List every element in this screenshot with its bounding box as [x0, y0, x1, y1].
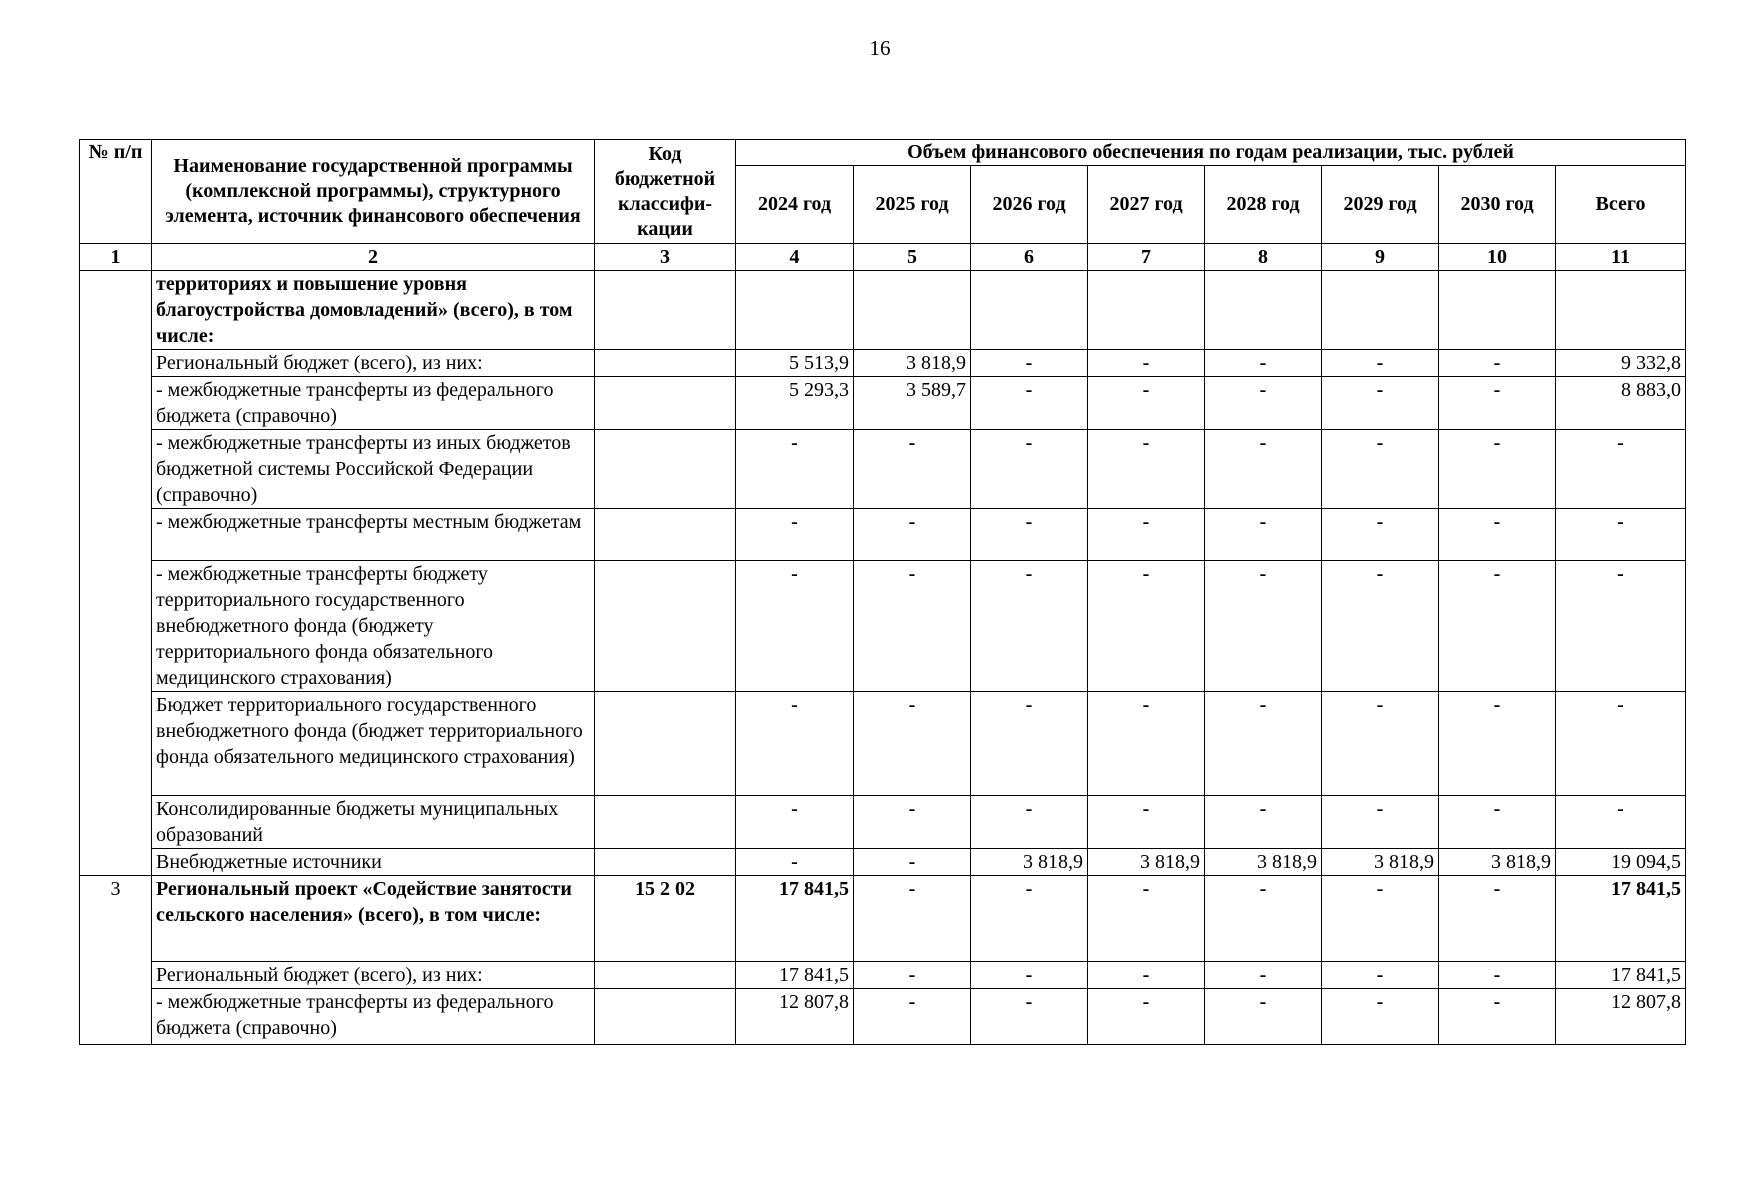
row-year-value: - [1088, 989, 1205, 1045]
table-row [80, 561, 1686, 692]
row-year-value [1088, 271, 1205, 350]
row-budget-code [595, 989, 736, 1045]
row-budget-code: 15 2 02 [595, 876, 736, 962]
column-number: 6 [971, 244, 1088, 271]
row-year-value: - [1088, 509, 1205, 561]
row-total-value: 19 094,5 [1556, 849, 1686, 876]
row-year-value: - [1205, 561, 1322, 692]
row-name: Региональный бюджет (всего), из них: [152, 350, 595, 377]
row-year-value: - [1088, 876, 1205, 962]
row-year-value: - [1088, 377, 1205, 430]
row-year-value: - [1439, 989, 1556, 1045]
row-year-value: - [1322, 350, 1439, 377]
row-budget-code [595, 692, 736, 796]
row-year-value [736, 271, 854, 350]
row-year-value: - [1205, 876, 1322, 962]
header-code: Код бюджетной классифи-кации [595, 140, 736, 244]
row-year-value: - [1322, 876, 1439, 962]
row-year-value: - [1205, 430, 1322, 509]
row-year-value: - [971, 561, 1088, 692]
row-name: - межбюджетные трансферты бюджету территориального государственного внебюджетного фонда (бюджету территориального фонда обязательного медицинского страхования) [152, 561, 595, 692]
row-year-value: - [1088, 692, 1205, 796]
column-number: 7 [1088, 244, 1205, 271]
table-row [80, 849, 1686, 876]
row-year-value: 12 807,8 [736, 989, 854, 1045]
row-total-value: - [1556, 430, 1686, 509]
table-row [80, 377, 1686, 430]
header-year: 2026 год [971, 166, 1088, 244]
table-row [80, 876, 1686, 962]
row-year-value: 3 589,7 [854, 377, 971, 430]
row-year-value: 3 818,9 [1439, 849, 1556, 876]
row-year-value [1205, 271, 1322, 350]
row-year-value: - [854, 561, 971, 692]
row-year-value: - [736, 849, 854, 876]
row-year-value: - [971, 692, 1088, 796]
column-number: 3 [595, 244, 736, 271]
column-number: 8 [1205, 244, 1322, 271]
header-year: 2028 год [1205, 166, 1322, 244]
row-year-value: - [971, 377, 1088, 430]
table-body [80, 271, 1686, 1045]
row-year-value [854, 271, 971, 350]
row-budget-code [595, 377, 736, 430]
row-year-value: - [971, 989, 1088, 1045]
row-name: - межбюджетные трансферты местным бюджетам [152, 509, 595, 561]
table-row [80, 350, 1686, 377]
row-year-value: - [1322, 430, 1439, 509]
header-total: Всего [1556, 166, 1686, 244]
row-year-value: - [971, 350, 1088, 377]
column-numbers-row [80, 244, 1686, 271]
column-number: 10 [1439, 244, 1556, 271]
row-year-value: - [971, 796, 1088, 849]
row-name: - межбюджетные трансферты из федерального бюджета (справочно) [152, 989, 595, 1045]
table-row [80, 509, 1686, 561]
header-year: 2024 год [736, 166, 854, 244]
row-budget-code [595, 350, 736, 377]
row-name: - межбюджетные трансферты из иных бюджетов бюджетной системы Российской Федерации (справочно) [152, 430, 595, 509]
page-number: 16 [869, 36, 891, 60]
row-total-value: 17 841,5 [1556, 962, 1686, 989]
row-year-value: - [1439, 509, 1556, 561]
row-year-value: - [736, 796, 854, 849]
row-year-value: - [1205, 509, 1322, 561]
column-number: 1 [80, 244, 152, 271]
column-number: 4 [736, 244, 854, 271]
row-year-value [971, 271, 1088, 350]
row-year-value: - [971, 430, 1088, 509]
row-year-value: - [1205, 692, 1322, 796]
row-year-value [1439, 271, 1556, 350]
row-year-value: - [1088, 350, 1205, 377]
row-budget-code [595, 271, 736, 350]
row-year-value: - [1205, 962, 1322, 989]
row-total-value: 17 841,5 [1556, 876, 1686, 962]
column-number: 2 [152, 244, 595, 271]
row-total-value [1556, 271, 1686, 350]
row-year-value: - [1439, 430, 1556, 509]
row-budget-code [595, 561, 736, 692]
row-total-value: - [1556, 561, 1686, 692]
row-total-value: 9 332,8 [1556, 350, 1686, 377]
row-name: Консолидированные бюджеты муниципальных образований [152, 796, 595, 849]
row-number: 3 [80, 876, 152, 1045]
row-year-value: - [1088, 561, 1205, 692]
row-year-value: - [971, 876, 1088, 962]
row-budget-code [595, 849, 736, 876]
row-total-value: 12 807,8 [1556, 989, 1686, 1045]
row-name: Бюджет территориального государственного внебюджетного фонда (бюджет территориального фонда обязательного медицинского страхования) [152, 692, 595, 796]
row-year-value: - [1322, 989, 1439, 1045]
table-row [80, 989, 1686, 1045]
row-total-value: - [1556, 796, 1686, 849]
row-year-value: - [854, 430, 971, 509]
row-budget-code [595, 430, 736, 509]
table-row [80, 430, 1686, 509]
row-year-value: - [1322, 377, 1439, 430]
row-year-value: - [1088, 796, 1205, 849]
row-year-value: - [854, 796, 971, 849]
table-row [80, 796, 1686, 849]
row-year-value: 3 818,9 [1088, 849, 1205, 876]
row-total-value: 8 883,0 [1556, 377, 1686, 430]
column-number: 9 [1322, 244, 1439, 271]
row-year-value: - [971, 509, 1088, 561]
row-year-value: - [1088, 962, 1205, 989]
row-budget-code [595, 796, 736, 849]
row-year-value: - [1439, 962, 1556, 989]
row-year-value: 3 818,9 [1322, 849, 1439, 876]
row-total-value: - [1556, 509, 1686, 561]
row-name: территориях и повышение уровня благоустройства домовладений» (всего), в том числе: [152, 271, 595, 350]
row-year-value [1322, 271, 1439, 350]
header-no: № п/п [80, 140, 152, 244]
row-year-value: 3 818,9 [854, 350, 971, 377]
row-year-value: 3 818,9 [1205, 849, 1322, 876]
row-total-value: - [1556, 692, 1686, 796]
row-year-value: - [971, 962, 1088, 989]
row-year-value: - [854, 962, 971, 989]
column-number: 11 [1556, 244, 1686, 271]
row-number [80, 271, 152, 876]
row-year-value: - [1322, 962, 1439, 989]
row-year-value: - [1439, 876, 1556, 962]
column-number: 5 [854, 244, 971, 271]
row-year-value: - [736, 561, 854, 692]
row-year-value: - [1322, 561, 1439, 692]
row-year-value: - [1439, 377, 1556, 430]
header-year: 2029 год [1322, 166, 1439, 244]
row-year-value: 17 841,5 [736, 962, 854, 989]
row-year-value: 17 841,5 [736, 876, 854, 962]
row-year-value: - [1205, 989, 1322, 1045]
header-year: 2030 год [1439, 166, 1556, 244]
row-year-value: - [1439, 692, 1556, 796]
row-name: Региональный проект «Содействие занятости сельского населения» (всего), в том числе: [152, 876, 595, 962]
row-year-value: - [854, 876, 971, 962]
financing-table [79, 139, 1686, 1045]
table-row [80, 692, 1686, 796]
row-year-value: - [1322, 796, 1439, 849]
row-year-value: - [1322, 509, 1439, 561]
row-year-value: 5 513,9 [736, 350, 854, 377]
row-year-value: - [854, 849, 971, 876]
table-row [80, 962, 1686, 989]
row-name: Внебюджетные источники [152, 849, 595, 876]
header-name: Наименование государственной программы (комплексной программы), структурного элемента, источник финансового обеспечения [152, 140, 595, 244]
row-name: - межбюджетные трансферты из федерального бюджета (справочно) [152, 377, 595, 430]
row-year-value: - [736, 509, 854, 561]
row-year-value: - [1088, 430, 1205, 509]
row-year-value: - [854, 989, 971, 1045]
row-year-value: - [854, 509, 971, 561]
row-budget-code [595, 509, 736, 561]
row-year-value: - [1205, 350, 1322, 377]
row-year-value: - [736, 430, 854, 509]
row-year-value: - [1439, 796, 1556, 849]
header-year: 2027 год [1088, 166, 1205, 244]
row-budget-code [595, 962, 736, 989]
row-year-value: 5 293,3 [736, 377, 854, 430]
row-year-value: - [1439, 561, 1556, 692]
table-row [80, 271, 1686, 350]
row-year-value: - [1205, 377, 1322, 430]
header-group: Объем финансового обеспечения по годам реализации, тыс. рублей [736, 140, 1686, 166]
row-year-value: - [1322, 692, 1439, 796]
row-year-value: 3 818,9 [971, 849, 1088, 876]
row-year-value: - [1205, 796, 1322, 849]
row-name: Региональный бюджет (всего), из них: [152, 962, 595, 989]
row-year-value: - [854, 692, 971, 796]
header-year: 2025 год [854, 166, 971, 244]
row-year-value: - [736, 692, 854, 796]
row-year-value: - [1439, 350, 1556, 377]
